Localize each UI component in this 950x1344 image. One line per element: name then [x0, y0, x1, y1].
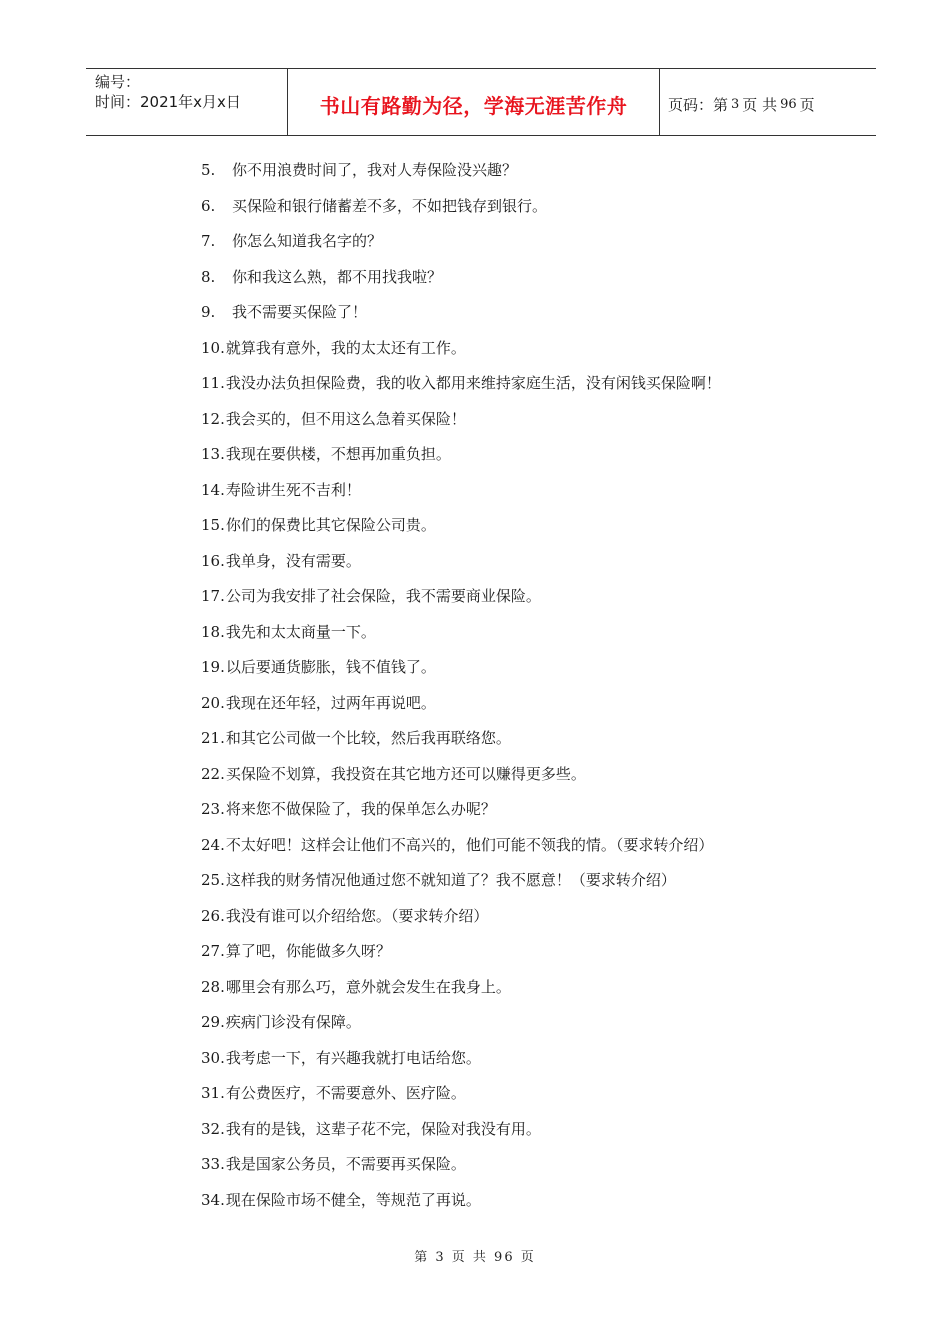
list-item [201, 402, 721, 438]
list-item-text: 我现在要供楼，不想再加重负担。 [225, 445, 451, 463]
page-mid: 页 共 [742, 95, 778, 114]
list-item-number: 16. [201, 551, 225, 570]
list-item-number: 12. [201, 409, 225, 428]
list-item-number: 9. [201, 303, 216, 321]
list-item-text: 我单身，没有需要。 [225, 551, 361, 570]
list-item-number: 20. [201, 693, 225, 712]
list-item [201, 437, 721, 473]
list-item [201, 153, 721, 189]
list-item-text: 这样我的财务情况他通过您不就知道了？我不愿意！（要求转介绍） [225, 871, 676, 889]
list-item [201, 224, 721, 260]
list-item-text: 你不用浪费时间了，我对人寿保险没兴趣？ [232, 161, 518, 179]
page-footer: 第 3 页 共 96 页 [414, 1250, 536, 1265]
list-item [201, 863, 721, 899]
time-label: 时间：2021年x月x日 [95, 93, 241, 111]
list-item-number: 15. [201, 516, 225, 534]
list-item [201, 189, 721, 225]
list-item-number: 32. [201, 1119, 225, 1138]
list-item-text: 我是国家公务员，不需要再买保险。 [225, 1155, 466, 1173]
list-item-number: 17. [201, 587, 225, 605]
page-current: 3 [731, 96, 740, 112]
page-suffix: 页 [799, 95, 815, 114]
list-item-number: 13. [201, 445, 225, 463]
list-item-text: 我没办法负担保险费，我的收入都用来维持家庭生活，没有闲钱买保险啊！ [225, 374, 721, 392]
list-item [201, 1183, 721, 1219]
objection-list [201, 153, 721, 1218]
list-item-number: 6. [201, 196, 216, 215]
page-prefix: 页码：第 [668, 95, 729, 114]
list-item-number: 19. [201, 658, 225, 676]
list-item [201, 473, 721, 509]
list-item-text: 我先和太太商量一下。 [225, 622, 376, 641]
list-item [201, 828, 721, 864]
list-item [201, 1041, 721, 1077]
page-header [86, 68, 876, 136]
list-item [201, 934, 721, 970]
list-item-number: 7. [201, 232, 216, 250]
list-item-text: 我考虑一下，有兴趣我就打电话给您。 [225, 1048, 481, 1067]
list-item-text: 现在保险市场不健全，等规范了再说。 [225, 1190, 481, 1209]
list-item [201, 1076, 721, 1112]
list-item-number: 28. [201, 977, 225, 996]
list-item-number: 27. [201, 942, 225, 960]
number-label: 编号： [95, 73, 141, 91]
list-item-text: 公司为我安排了社会保险，我不需要商业保险。 [225, 587, 541, 605]
list-item [201, 366, 721, 402]
list-item-number: 26. [201, 906, 225, 925]
list-item [201, 1112, 721, 1148]
list-item [201, 331, 721, 367]
list-item [201, 721, 721, 757]
list-item-text: 我不需要买保险了！ [232, 303, 368, 321]
list-item-number: 22. [201, 764, 225, 783]
list-item [201, 260, 721, 296]
list-item [201, 1005, 721, 1041]
list-item [201, 295, 721, 331]
list-item-text: 哪里会有那么巧，意外就会发生在我身上。 [225, 977, 511, 996]
list-item-number: 10. [201, 338, 225, 357]
list-item [201, 899, 721, 935]
list-item-text: 我现在还年轻，过两年再说吧。 [225, 693, 436, 712]
list-item-text: 不太好吧！这样会让他们不高兴的，他们可能不领我的情。（要求转介绍） [225, 835, 714, 854]
list-item-text: 你们的保费比其它保险公司贵。 [225, 516, 436, 534]
list-item-number: 11. [201, 374, 225, 392]
list-item-text: 买保险不划算，我投资在其它地方还可以赚得更多些。 [225, 764, 586, 783]
list-item-number: 33. [201, 1155, 225, 1173]
list-item-text: 就算我有意外，我的太太还有工作。 [225, 338, 466, 357]
list-item-text: 将来您不做保险了，我的保单怎么办呢？ [225, 800, 496, 818]
list-item-text: 我有的是钱，这辈子花不完，保险对我没有用。 [225, 1119, 541, 1138]
list-item-number: 25. [201, 871, 225, 889]
list-item [201, 686, 721, 722]
list-item-number: 31. [201, 1084, 225, 1102]
list-item-number: 21. [201, 729, 225, 747]
list-item-number: 8. [201, 267, 216, 286]
list-item-text: 我会买的，但不用这么急着买保险！ [225, 409, 466, 428]
list-item-text: 以后要通货膨胀，钱不值钱了。 [225, 658, 436, 676]
list-item-text: 寿险讲生死不吉利！ [225, 480, 361, 499]
list-item [201, 970, 721, 1006]
list-item-text: 算了吧，你能做多久呀？ [225, 942, 391, 960]
list-item-number: 14. [201, 480, 225, 499]
list-item-number: 30. [201, 1048, 225, 1067]
list-item [201, 1147, 721, 1183]
list-item-text: 你和我这么熟，都不用找我啦？ [232, 267, 443, 286]
list-item-number: 23. [201, 800, 225, 818]
page-total: 96 [780, 96, 797, 112]
list-item-number: 24. [201, 835, 225, 854]
list-item-text: 你怎么知道我名字的？ [232, 232, 383, 250]
list-item [201, 757, 721, 793]
header-motto: 书山有路勤为径，学海无涯苦作舟 [288, 69, 660, 135]
list-item-number: 29. [201, 1013, 225, 1031]
list-item-number: 34. [201, 1190, 225, 1209]
list-item [201, 792, 721, 828]
list-item-number: 5. [201, 161, 216, 179]
list-item-number: 18. [201, 622, 225, 641]
list-item [201, 579, 721, 615]
header-meta [86, 69, 288, 135]
list-item-text: 有公费医疗，不需要意外、医疗险。 [225, 1084, 466, 1102]
list-item-text: 疾病门诊没有保障。 [225, 1013, 361, 1031]
list-item-text: 我没有谁可以介绍给您。（要求转介绍） [225, 906, 489, 925]
list-item-text: 和其它公司做一个比较，然后我再联络您。 [225, 729, 511, 747]
list-item [201, 650, 721, 686]
header-page-info [660, 69, 876, 135]
list-item [201, 544, 721, 580]
list-item-text: 买保险和银行储蓄差不多，不如把钱存到银行。 [232, 196, 548, 215]
list-item [201, 508, 721, 544]
list-item [201, 615, 721, 651]
